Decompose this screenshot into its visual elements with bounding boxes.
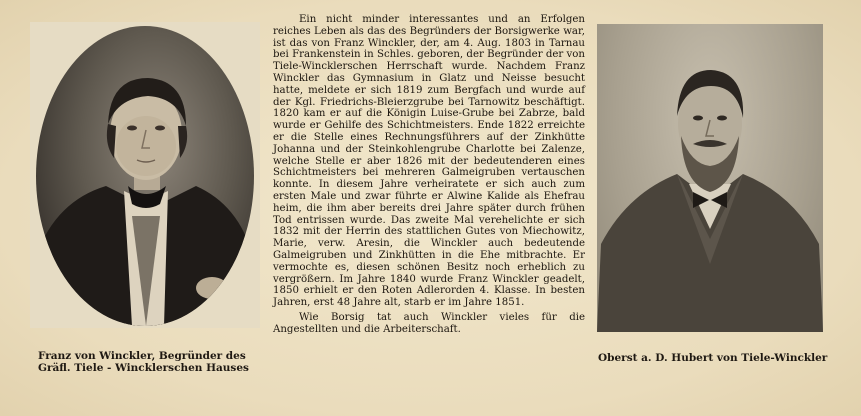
article-paragraph-1: Ein nicht minder interessantes und an Erfolgen reiches Leben als das des Begründers der Borsigwerke war, ist das von Franz Winckler, der, am 4. Aug. 1803 in Tarnau bei Frankenstein in Schles. geboren, der Begründer der von Tiele-Wincklerschen Herrschaft wurde. Nachdem Franz Winckler das Gymnasium in Glatz und Neisse besucht hatte, meldete er sich 1819 zum Bergfach und wurde auf der Kgl. Friedrichs-Bleierzgrube bei Tarnowitz beschäftigt. 1820 kam er auf die Königin Luise-Grube bei Zabrze, bald wurde er Gehilfe des Schichtmeisters. Ende 1822 erreichte er die Stelle eines Rechnungsführers auf der Zinkhütte Johanna und der Steinkohlengrube Charlotte bei Zalenze, welche Stelle er aber 1826 mit der bedeutenderen eines Schichtmeisters bei mehreren Galmeigruben vertauschen konnte. In diesem Jahre verheiratete er sich auch zum ersten Male und zwar führte er Alwine Kalide als Ehefrau heim, die ihm aber bereits drei Jahre später durch frühen Tod entrissen wurde. Das zweite Mal verehelichte er sich 1832 mit der Herrin des stattlichen Gutes von Miechowitz, Marie, verw. Aresin, die Winckler auch bedeutende Galmeigruben und Zinkhütten in die Ehe mitbrachte. Er vermochte es, diesen schönen Besitz noch erheblich zu vergrößern. Im Jahre 1840 wurde Franz Winckler geadelt, 1850 erhielt er den Roten Adlerorden 4. Klasse. In besten Jahren, erst 48 Jahre alt, starb er im Jahre 1851. (273, 14, 585, 309)
caption-franz-von-winckler: Franz von Winckler, Begründer des Gräfl. Tiele - Wincklerschen Hauses (38, 350, 249, 374)
portrait-right-drawing (597, 24, 823, 332)
portrait-oval-frame (36, 26, 254, 326)
caption-hubert-von-tiele-winckler: Oberst a. D. Hubert von Tiele-Winckler (598, 352, 828, 364)
article-text (273, 14, 585, 336)
portrait-left-drawing (36, 26, 254, 326)
portrait-hubert-von-tiele-winckler (597, 24, 823, 332)
portrait-franz-von-winckler (30, 22, 260, 328)
article-paragraph-2: Wie Borsig tat auch Winckler vieles für die Angestellten und die Arbeiterschaft. (273, 311, 585, 335)
